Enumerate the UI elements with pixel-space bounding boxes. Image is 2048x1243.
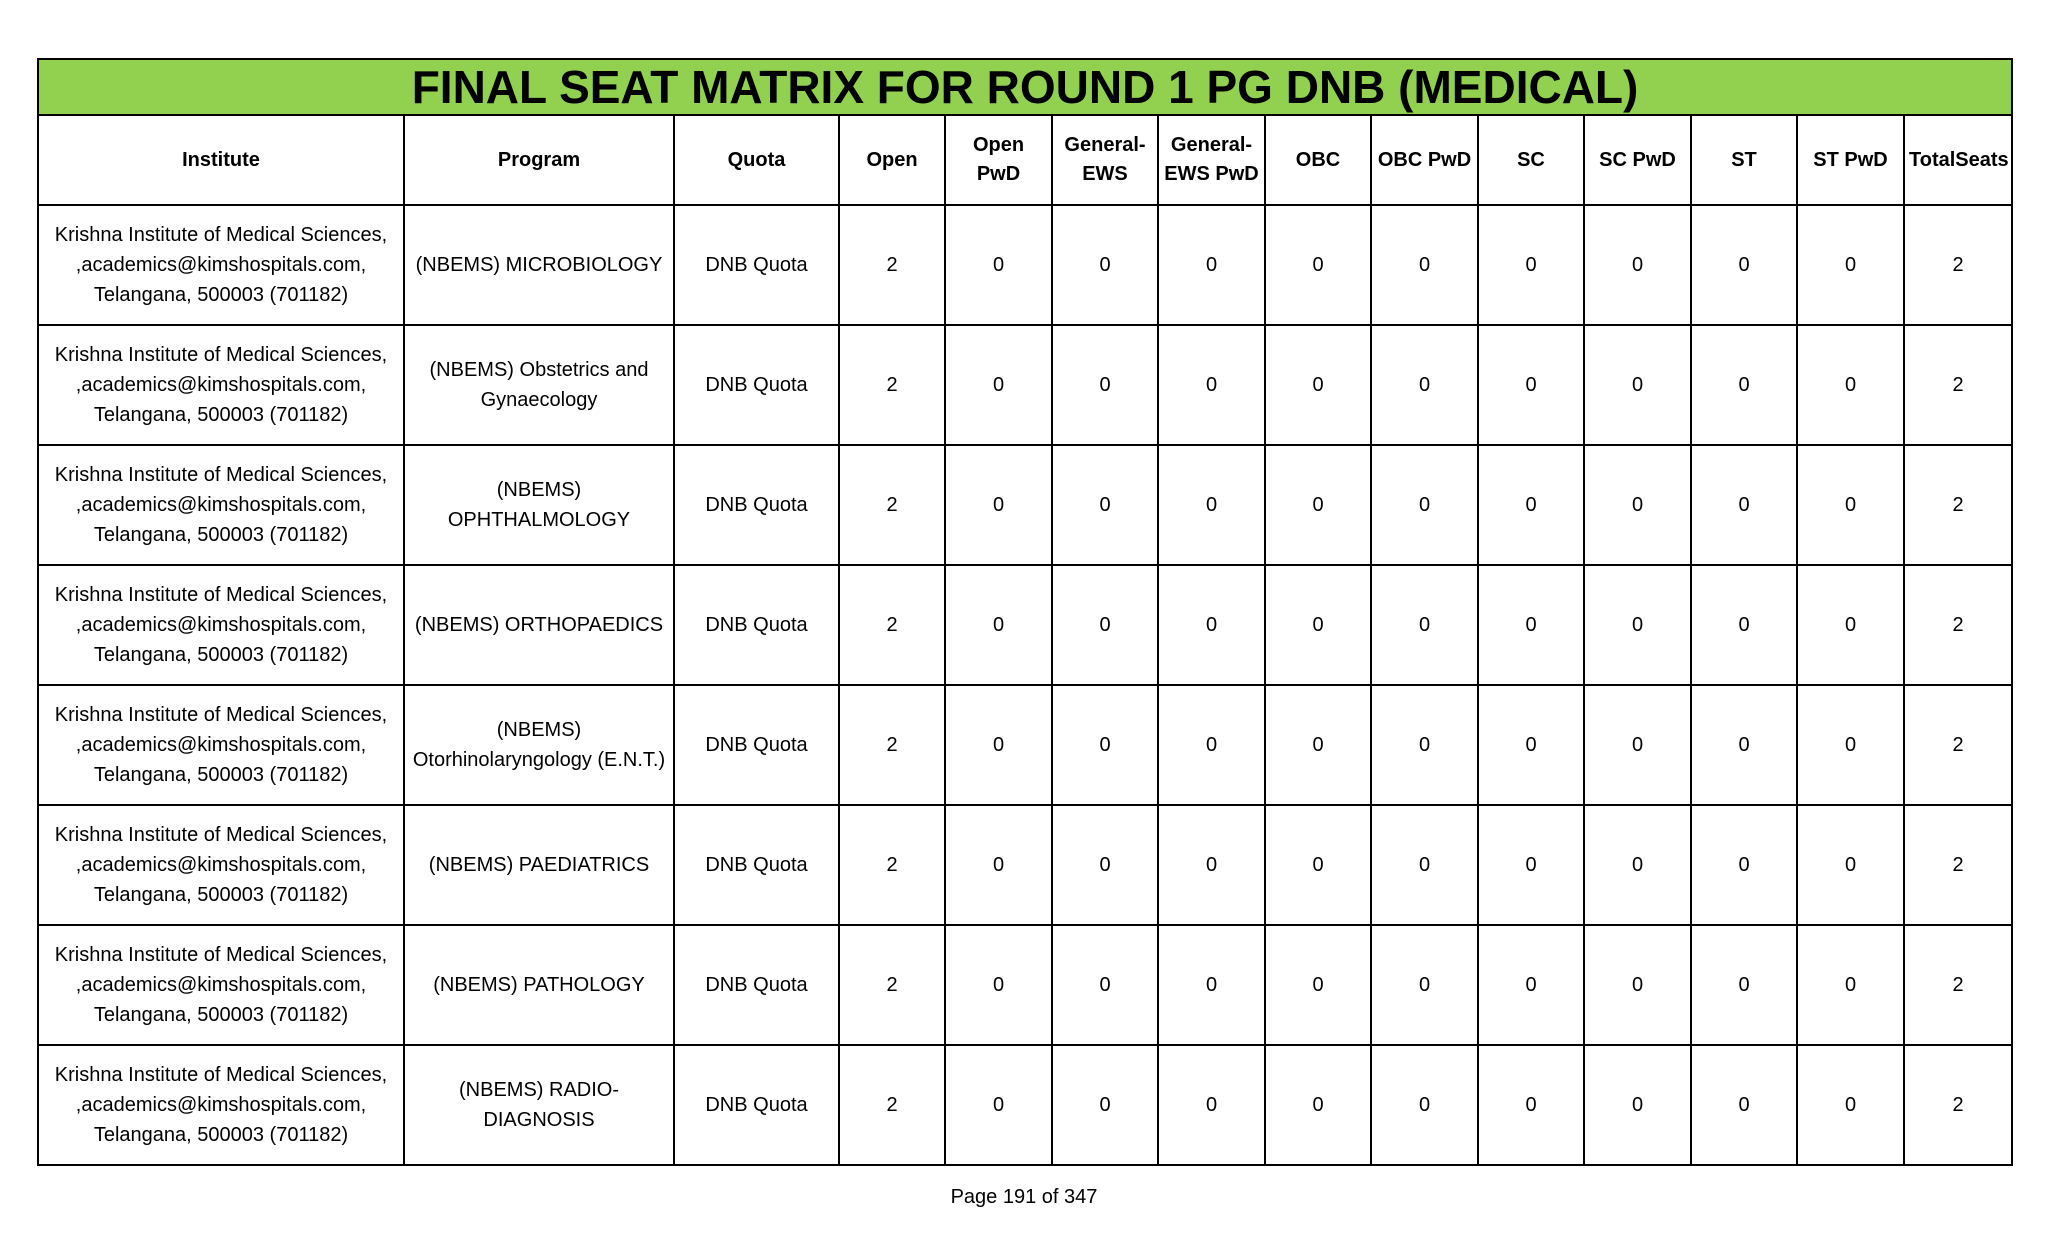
column-header: Quota: [674, 115, 839, 205]
institute-line: Krishna Institute of Medical Sciences,: [54, 1064, 388, 1086]
seat-count-cell: 0: [1052, 325, 1158, 445]
seat-count-cell: 0: [945, 445, 1052, 565]
seat-count-cell: 0: [1371, 565, 1478, 685]
institute-line: ,academics@kimshospitals.com,: [75, 854, 367, 876]
seat-count-cell: 0: [1158, 685, 1265, 805]
seat-count-cell: 0: [945, 1045, 1052, 1165]
program-cell: (NBEMS) MICROBIOLOGY: [404, 205, 674, 325]
seat-count-cell: 0: [1158, 805, 1265, 925]
seat-count-cell: 2: [839, 325, 945, 445]
seat-count-cell: 0: [1797, 925, 1904, 1045]
program-cell: (NBEMS) PAEDIATRICS: [404, 805, 674, 925]
institute-line: Telangana, 500003 (701182): [93, 524, 349, 546]
quota-cell: DNB Quota: [674, 925, 839, 1045]
seat-count-cell: 0: [1584, 565, 1691, 685]
seat-count-cell: 0: [1265, 685, 1371, 805]
institute-cell: [38, 325, 404, 445]
program-cell: (NBEMS) PATHOLOGY: [404, 925, 674, 1045]
seat-count-cell: 0: [1478, 805, 1584, 925]
seat-count-cell: 0: [1158, 445, 1265, 565]
seat-count-cell: 0: [1371, 805, 1478, 925]
quota-cell: DNB Quota: [674, 205, 839, 325]
seat-count-cell: 0: [1052, 925, 1158, 1045]
table-row: [38, 685, 2012, 805]
institute-cell: [38, 925, 404, 1045]
seat-count-cell: 0: [1371, 685, 1478, 805]
institute-cell: [38, 1045, 404, 1165]
seat-count-cell: 2: [839, 925, 945, 1045]
institute-line: ,academics@kimshospitals.com,: [75, 374, 367, 396]
column-header: OBC PwD: [1371, 115, 1478, 205]
seat-count-cell: 0: [1691, 205, 1797, 325]
institute-line: Telangana, 500003 (701182): [93, 1124, 349, 1146]
seat-count-cell: 0: [1371, 325, 1478, 445]
seat-count-cell: 0: [945, 805, 1052, 925]
seat-count-cell: 0: [1797, 805, 1904, 925]
seat-count-cell: 0: [1265, 445, 1371, 565]
quota-cell: DNB Quota: [674, 685, 839, 805]
seat-count-cell: 0: [1158, 565, 1265, 685]
institute-cell: [38, 805, 404, 925]
seat-count-cell: 0: [1691, 805, 1797, 925]
seat-count-cell: 0: [1797, 205, 1904, 325]
seat-count-cell: 0: [1265, 925, 1371, 1045]
quota-cell: DNB Quota: [674, 445, 839, 565]
seat-count-cell: 0: [1584, 445, 1691, 565]
institute-line: ,academics@kimshospitals.com,: [75, 254, 367, 276]
seat-count-cell: 0: [1691, 925, 1797, 1045]
seat-count-cell: 0: [1371, 205, 1478, 325]
seat-count-cell: 2: [1904, 925, 2012, 1045]
column-header: SC PwD: [1584, 115, 1691, 205]
seat-count-cell: 0: [1797, 565, 1904, 685]
column-header: Program: [404, 115, 674, 205]
column-header: Open: [839, 115, 945, 205]
seat-count-cell: 0: [1158, 925, 1265, 1045]
seat-count-cell: 2: [1904, 565, 2012, 685]
seat-count-cell: 0: [1691, 685, 1797, 805]
seat-count-cell: 0: [1691, 565, 1797, 685]
seat-matrix-table: [37, 58, 2013, 1166]
institute-line: Telangana, 500003 (701182): [93, 884, 349, 906]
seat-count-cell: 0: [1265, 1045, 1371, 1165]
quota-cell: DNB Quota: [674, 1045, 839, 1165]
program-cell: (NBEMS) Obstetrics and Gynaecology: [404, 325, 674, 445]
institute-line: Telangana, 500003 (701182): [93, 284, 349, 306]
seat-count-cell: 0: [1371, 445, 1478, 565]
seat-count-cell: 0: [1691, 1045, 1797, 1165]
page-title: FINAL SEAT MATRIX FOR ROUND 1 PG DNB (MEDICAL): [38, 59, 2012, 115]
institute-cell: [38, 565, 404, 685]
institute-cell: [38, 685, 404, 805]
seat-count-cell: 0: [1691, 445, 1797, 565]
table-row: [38, 925, 2012, 1045]
institute-line: Krishna Institute of Medical Sciences,: [54, 704, 388, 726]
table-row: [38, 805, 2012, 925]
program-cell: (NBEMS) ORTHOPAEDICS: [404, 565, 674, 685]
seat-count-cell: 0: [1052, 1045, 1158, 1165]
program-cell: (NBEMS) RADIO-DIAGNOSIS: [404, 1045, 674, 1165]
institute-line: Telangana, 500003 (701182): [93, 644, 349, 666]
seat-count-cell: 0: [1052, 565, 1158, 685]
seat-count-cell: 0: [1584, 685, 1691, 805]
seat-count-cell: 0: [945, 685, 1052, 805]
institute-line: Krishna Institute of Medical Sciences,: [54, 824, 388, 846]
column-header: Open PwD: [945, 115, 1052, 205]
seat-count-cell: 0: [945, 565, 1052, 685]
institute-line: ,academics@kimshospitals.com,: [75, 974, 367, 996]
seat-count-cell: 0: [1584, 925, 1691, 1045]
program-cell: (NBEMS) Otorhinolaryngology (E.N.T.): [404, 685, 674, 805]
seat-count-cell: 2: [839, 1045, 945, 1165]
institute-line: Telangana, 500003 (701182): [93, 1004, 349, 1026]
institute-line: Krishna Institute of Medical Sciences,: [54, 584, 388, 606]
column-header: General-EWS: [1052, 115, 1158, 205]
seat-count-cell: 2: [839, 805, 945, 925]
column-header: Institute: [38, 115, 404, 205]
seat-count-cell: 0: [1478, 925, 1584, 1045]
seat-count-cell: 0: [1265, 325, 1371, 445]
seat-count-cell: 0: [1797, 325, 1904, 445]
program-cell: (NBEMS) OPHTHALMOLOGY: [404, 445, 674, 565]
seat-count-cell: 2: [839, 565, 945, 685]
seat-count-cell: 0: [1478, 1045, 1584, 1165]
column-header-row: [38, 115, 2012, 205]
seat-count-cell: 2: [1904, 685, 2012, 805]
page-number: Page 191 of 347: [950, 1186, 1098, 1208]
seat-count-cell: 0: [1584, 205, 1691, 325]
institute-line: Krishna Institute of Medical Sciences,: [54, 944, 388, 966]
seat-count-cell: 0: [1265, 805, 1371, 925]
seat-count-cell: 2: [1904, 205, 2012, 325]
quota-cell: DNB Quota: [674, 805, 839, 925]
seat-count-cell: 2: [839, 685, 945, 805]
institute-line: ,academics@kimshospitals.com,: [75, 614, 367, 636]
table-row: [38, 445, 2012, 565]
seat-count-cell: 0: [945, 925, 1052, 1045]
seat-count-cell: 0: [1478, 445, 1584, 565]
institute-line: ,academics@kimshospitals.com,: [75, 1094, 367, 1116]
column-header: General-EWS PwD: [1158, 115, 1265, 205]
institute-line: Telangana, 500003 (701182): [93, 404, 349, 426]
seat-count-cell: 2: [839, 445, 945, 565]
column-header: ST PwD: [1797, 115, 1904, 205]
institute-line: Telangana, 500003 (701182): [93, 764, 349, 786]
seat-count-cell: 0: [1158, 205, 1265, 325]
seat-count-cell: 0: [1371, 1045, 1478, 1165]
seat-count-cell: 0: [1052, 445, 1158, 565]
column-header: SC: [1478, 115, 1584, 205]
institute-cell: [38, 205, 404, 325]
seat-count-cell: 2: [1904, 445, 2012, 565]
institute-line: Krishna Institute of Medical Sciences,: [54, 344, 388, 366]
seat-count-cell: 0: [1584, 805, 1691, 925]
seat-count-cell: 2: [1904, 805, 2012, 925]
seat-count-cell: 0: [1265, 565, 1371, 685]
table-body: [38, 205, 2012, 1165]
seat-count-cell: 0: [1158, 325, 1265, 445]
institute-line: ,academics@kimshospitals.com,: [75, 494, 367, 516]
seat-count-cell: 0: [1158, 1045, 1265, 1165]
seat-count-cell: 0: [1478, 565, 1584, 685]
table-row: [38, 565, 2012, 685]
seat-count-cell: 0: [945, 325, 1052, 445]
column-header: OBC: [1265, 115, 1371, 205]
seat-count-cell: 0: [1478, 325, 1584, 445]
seat-count-cell: 0: [1052, 685, 1158, 805]
column-header: ST: [1691, 115, 1797, 205]
seat-count-cell: 0: [1265, 205, 1371, 325]
seat-count-cell: 0: [1052, 205, 1158, 325]
institute-line: Krishna Institute of Medical Sciences,: [54, 464, 388, 486]
institute-line: Krishna Institute of Medical Sciences,: [54, 224, 388, 246]
institute-line: ,academics@kimshospitals.com,: [75, 734, 367, 756]
seat-count-cell: 2: [1904, 325, 2012, 445]
table-row: [38, 1045, 2012, 1165]
seat-count-cell: 2: [839, 205, 945, 325]
table-row: [38, 325, 2012, 445]
seat-matrix-sheet: [37, 58, 2011, 1166]
seat-count-cell: 0: [1584, 1045, 1691, 1165]
seat-count-cell: 2: [1904, 1045, 2012, 1165]
column-header: TotalSeats: [1904, 115, 2012, 205]
quota-cell: DNB Quota: [674, 325, 839, 445]
table-row: [38, 205, 2012, 325]
seat-count-cell: 0: [945, 205, 1052, 325]
quota-cell: DNB Quota: [674, 565, 839, 685]
seat-count-cell: 0: [1797, 445, 1904, 565]
institute-cell: [38, 445, 404, 565]
seat-count-cell: 0: [1478, 205, 1584, 325]
seat-count-cell: 0: [1371, 925, 1478, 1045]
seat-count-cell: 0: [1797, 685, 1904, 805]
seat-count-cell: 0: [1691, 325, 1797, 445]
seat-count-cell: 0: [1584, 325, 1691, 445]
seat-count-cell: 0: [1797, 1045, 1904, 1165]
seat-count-cell: 0: [1478, 685, 1584, 805]
seat-count-cell: 0: [1052, 805, 1158, 925]
